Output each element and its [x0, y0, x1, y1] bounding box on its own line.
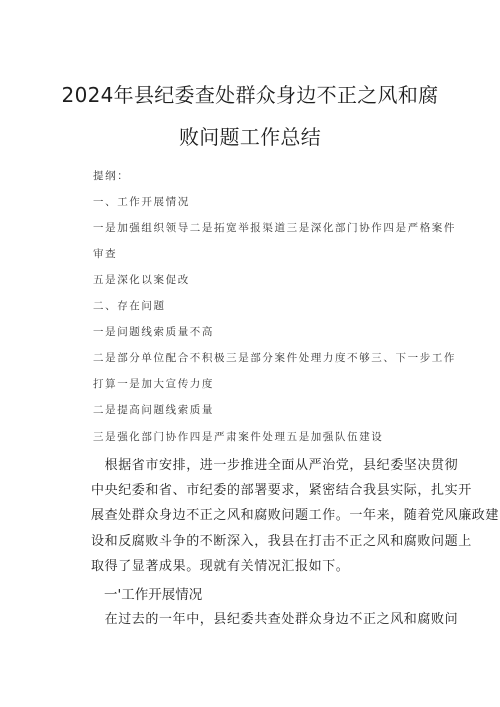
document-title-line-2: 败问题工作总结 — [178, 125, 322, 149]
intro-paragraph-line: 取得了显著成果。现就有关情况汇报如下。 — [91, 559, 350, 574]
intro-paragraph-line: 中央纪委和省、市纪委的部署要求，紧密结合我县实际，扎实开 — [91, 483, 472, 498]
outline-item: 二、存在问题 — [93, 300, 166, 312]
outline-item: 一、工作开展情况 — [93, 196, 190, 208]
outline-label: 提纲： — [93, 170, 130, 182]
outline-item: 一是问题线索质量不高 — [93, 326, 214, 338]
outline-item: 三是强化部门协作四是严肃案件处理五是加强队伍建设 — [93, 431, 384, 443]
outline-item: 打算一是加大宣传力度 — [93, 378, 214, 390]
outline-item: 二是提高问题线索质量 — [93, 404, 214, 416]
outline-item: 审查 — [93, 248, 118, 260]
section-paragraph-line: 在过去的一年中，县纪委共查处群众身边不正之风和腐败问 — [91, 612, 459, 627]
outline-item: 二是部分单位配合不积极三是部分案件处理力度不够三、下一步工作 — [93, 352, 456, 364]
intro-paragraph-line: 根据省市安排，进一步推进全面从严治党，县纪委坚决贯彻 — [91, 458, 459, 473]
outline-item: 一是加强组织领导二是拓宽举报渠道三是深化部门协作四是严格案件 — [93, 222, 456, 234]
outline-item: 五是深化以案促改 — [93, 274, 190, 286]
intro-paragraph-line: 展查处群众身边不正之风和腐败问题工作。一年来，随着党风廉政建 — [91, 508, 500, 523]
section-heading: 一'工作开展情况 — [104, 587, 203, 603]
document-title-line-1: 2024年县纪委查处群众身边不正之风和腐 — [61, 83, 439, 107]
intro-paragraph-line: 设和反腐败斗争的不断深入，我县在打击不正之风和腐败问题上 — [91, 534, 472, 549]
